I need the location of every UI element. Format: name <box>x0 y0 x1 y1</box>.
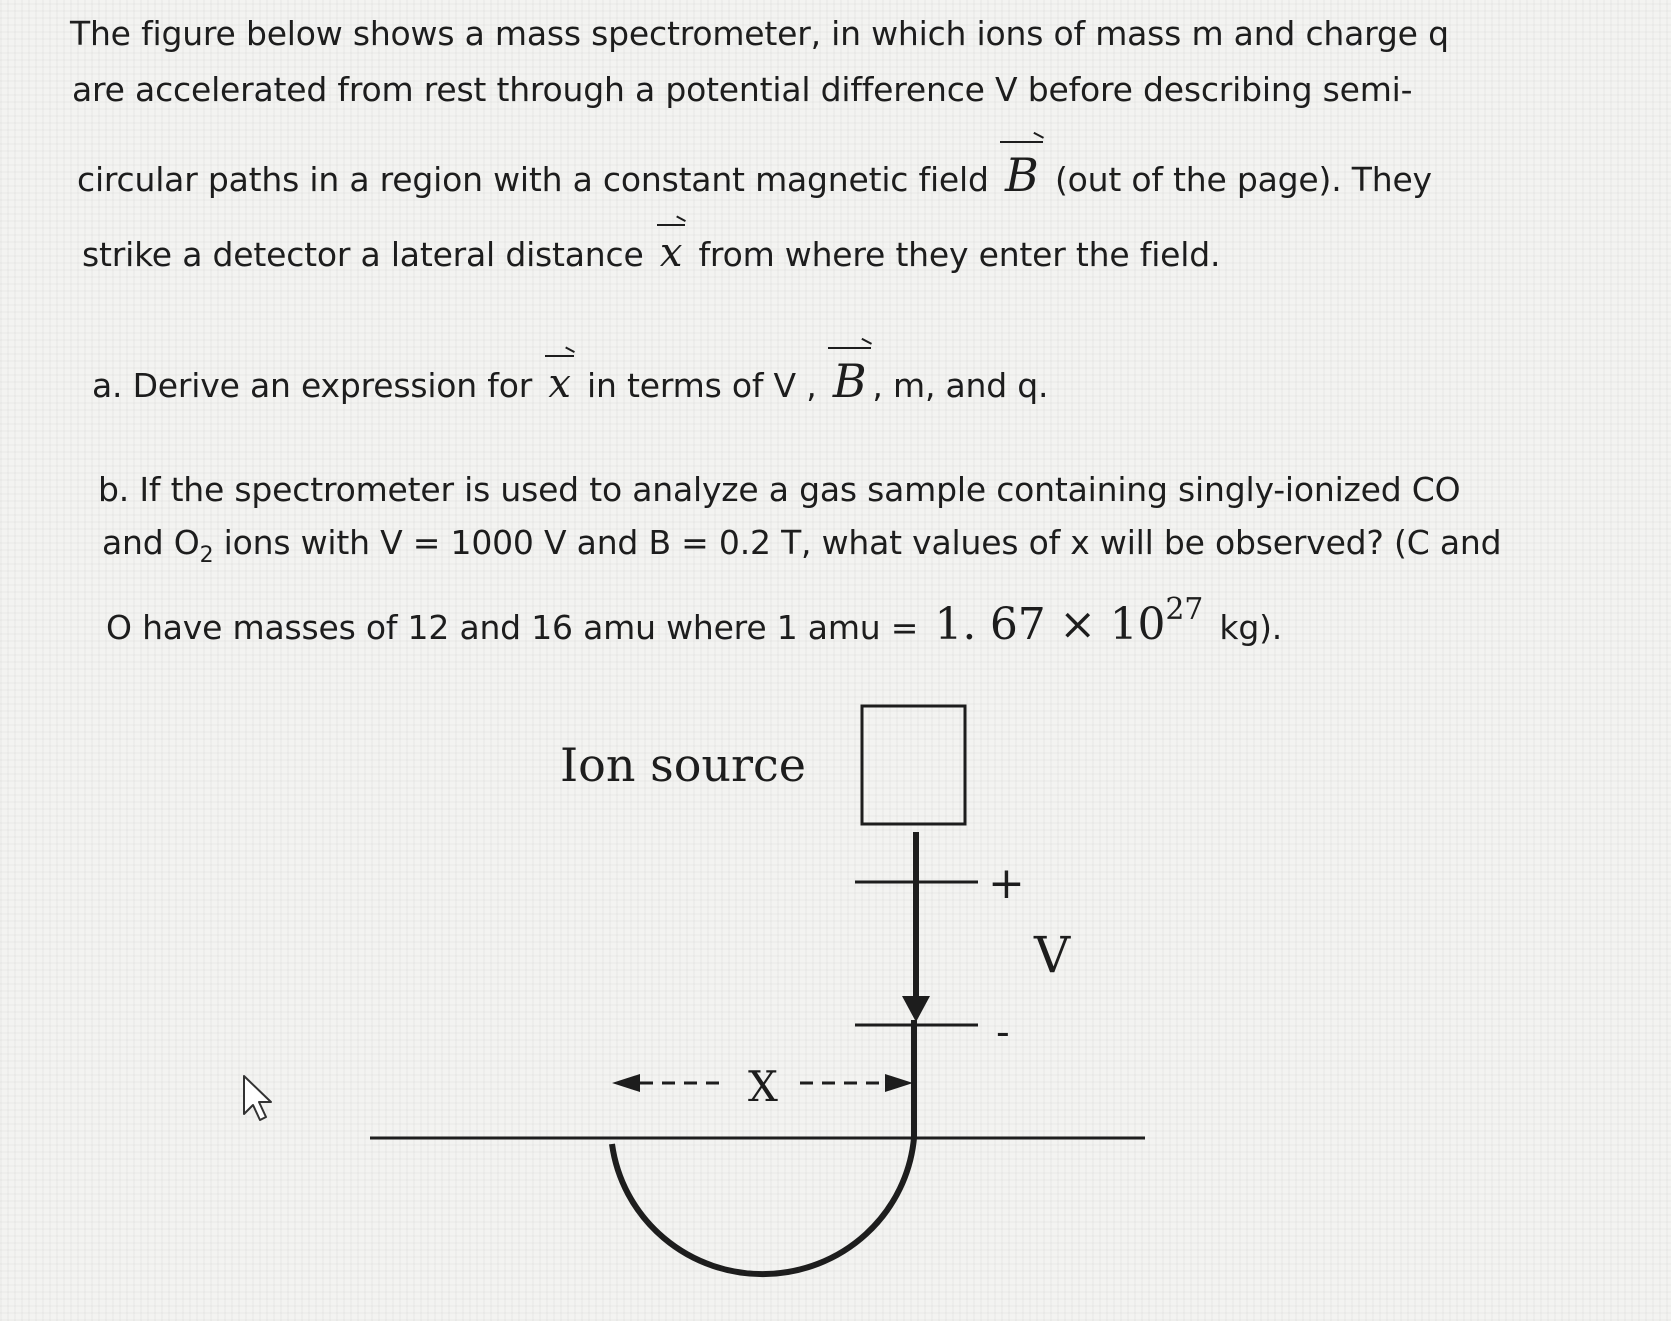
part-a-text-3: , m, and q. <box>872 366 1049 405</box>
part-b-text-3a: O have masses of 12 and 16 amu where 1 amu = <box>106 608 919 647</box>
vector-x-symbol: x <box>659 230 683 276</box>
vector-b-symbol: B <box>1005 148 1039 202</box>
ion-source-label: Ion source <box>560 738 807 792</box>
intro-text-3a: circular paths in a region with a constant magnetic field <box>77 160 989 199</box>
part-b-text-2b: ions with V = 1000 V and B = 0.2 T, what values of x will be observed? (C and <box>223 523 1502 562</box>
intro-text-4a: strike a detector a lateral distance <box>82 235 644 274</box>
voltage-label: V <box>1034 926 1071 984</box>
part-a-text-1: a. Derive an expression for <box>92 366 533 405</box>
intro-text-2: are accelerated from rest through a potential difference V before describing semi- <box>72 70 1413 109</box>
part-a-vector-x: x <box>548 361 571 407</box>
distance-right-arrow-icon <box>885 1074 913 1092</box>
semicircular-path <box>612 1138 914 1274</box>
distance-x-label: X <box>748 1062 778 1111</box>
part-a-vector-b: B <box>832 354 867 408</box>
mouse-pointer-icon <box>244 1076 271 1120</box>
amu-mantissa: 1. 67 × 10 <box>934 599 1166 650</box>
intro-text-1: The figure below shows a mass spectrometer, in which ions of mass m and charge q <box>70 14 1449 53</box>
part-b-text-3b: kg). <box>1219 608 1283 647</box>
subscript-2: 2 <box>199 543 214 568</box>
beam-arrowhead-icon <box>902 996 930 1022</box>
intro-text-3b: (out of the page). They <box>1054 160 1432 199</box>
distance-left-arrow-icon <box>612 1074 640 1092</box>
part-b-text-1: b. If the spectrometer is used to analyze a gas sample containing singly-ionized CO <box>98 470 1461 509</box>
part-b-text-2a: and O <box>102 523 200 562</box>
plus-sign: + <box>988 858 1025 909</box>
intro-text-4b: from where they enter the field. <box>698 235 1221 274</box>
part-a-text-2: in terms of V , <box>587 366 817 405</box>
amu-exponent: 27 <box>1165 592 1204 627</box>
ion-source-box <box>862 706 965 824</box>
minus-sign: - <box>996 1010 1010 1054</box>
